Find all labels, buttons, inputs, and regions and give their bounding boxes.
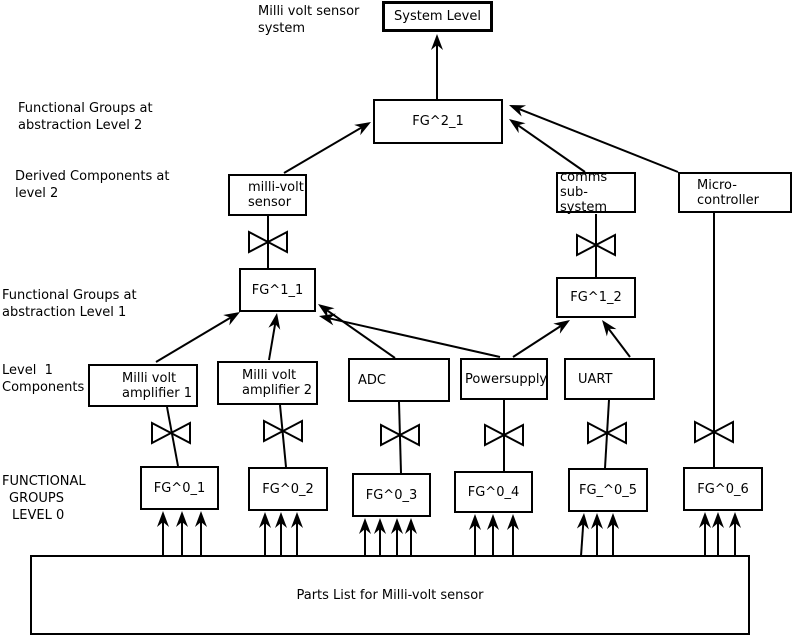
- arrow-amp1-fg1-1-head: [223, 312, 240, 325]
- arrow-amp2-fg1-1: [269, 324, 275, 360]
- micro-controller-box: Micro- controller: [678, 172, 792, 213]
- arrow-uart-fg1-2: [609, 329, 630, 357]
- label-derived-components-level2: Derived Components at level 2: [15, 169, 170, 201]
- label-functional-groups-level2: Functional Groups at abstraction Level 2: [18, 101, 153, 133]
- arrow-powersupply-fg1-2: [513, 326, 561, 357]
- uart-box: UART: [564, 358, 655, 400]
- parts-list-box: Parts List for Milli-volt sensor: [30, 555, 750, 635]
- label-functional-groups-level1: Functional Groups at abstraction Level 1: [2, 288, 137, 320]
- decomp-line-adc-fg0-3: [399, 402, 401, 473]
- label-system-title-line2: system: [258, 21, 305, 36]
- arrow-amp1-fg1-1: [156, 318, 231, 362]
- arrow-comms-fg2-1-head: [509, 119, 526, 133]
- milli-volt-sensor-box: milli-volt sensor: [228, 174, 307, 216]
- adc-box: ADC: [348, 358, 450, 402]
- arrow-milli-volt-sensor-fg2-1-head: [354, 122, 371, 135]
- arrow-adc-fg1-1: [327, 310, 395, 358]
- arrow-uart-fg1-2-head: [602, 320, 616, 336]
- arrow-parts-fg0-5-a: [581, 524, 583, 556]
- powersupply-box: Powersupply: [460, 358, 548, 400]
- fg1-1-box: FG^1_1: [239, 268, 316, 312]
- fg0-2-box: FG^0_2: [248, 467, 328, 511]
- label-level1-components: Level 1 Components: [2, 363, 85, 395]
- milli-volt-amplifier-2-box: Milli volt amplifier 2: [217, 361, 318, 405]
- decomp-line-amp2-fg0-2: [280, 405, 286, 467]
- comms-sub-system-box: comms sub-system: [556, 172, 636, 213]
- fg0-1-box: FG^0_1: [140, 466, 219, 510]
- label-system-title-line1: Milli volt sensor: [258, 4, 360, 19]
- fg1-2-box: FG^1_2: [556, 277, 636, 318]
- milli-volt-amplifier-1-box: Milli volt amplifier 1: [88, 364, 198, 407]
- fg0-6-box: FG^0_6: [683, 467, 763, 511]
- system-level-box: System Level: [382, 1, 493, 32]
- arrow-milli-volt-sensor-fg2-1: [284, 128, 362, 173]
- fg0-3-box: FG^0_3: [352, 473, 431, 517]
- arrow-micro-fg2-1: [519, 109, 678, 172]
- arrow-powersupply-fg1-2-head: [553, 320, 570, 334]
- label-functional-groups-level0: FUNCTIONAL GROUPS LEVEL 0: [2, 474, 86, 523]
- fg2-1-box: FG^2_1: [373, 99, 503, 144]
- fg0-4-box: FG^0_4: [454, 471, 533, 513]
- arrow-comms-fg2-1: [518, 125, 585, 172]
- arrow-powersupply-fg1-1: [330, 318, 500, 357]
- label-system-title: [258, 3, 359, 37]
- fg0-5-box: FG_^0_5: [568, 468, 648, 512]
